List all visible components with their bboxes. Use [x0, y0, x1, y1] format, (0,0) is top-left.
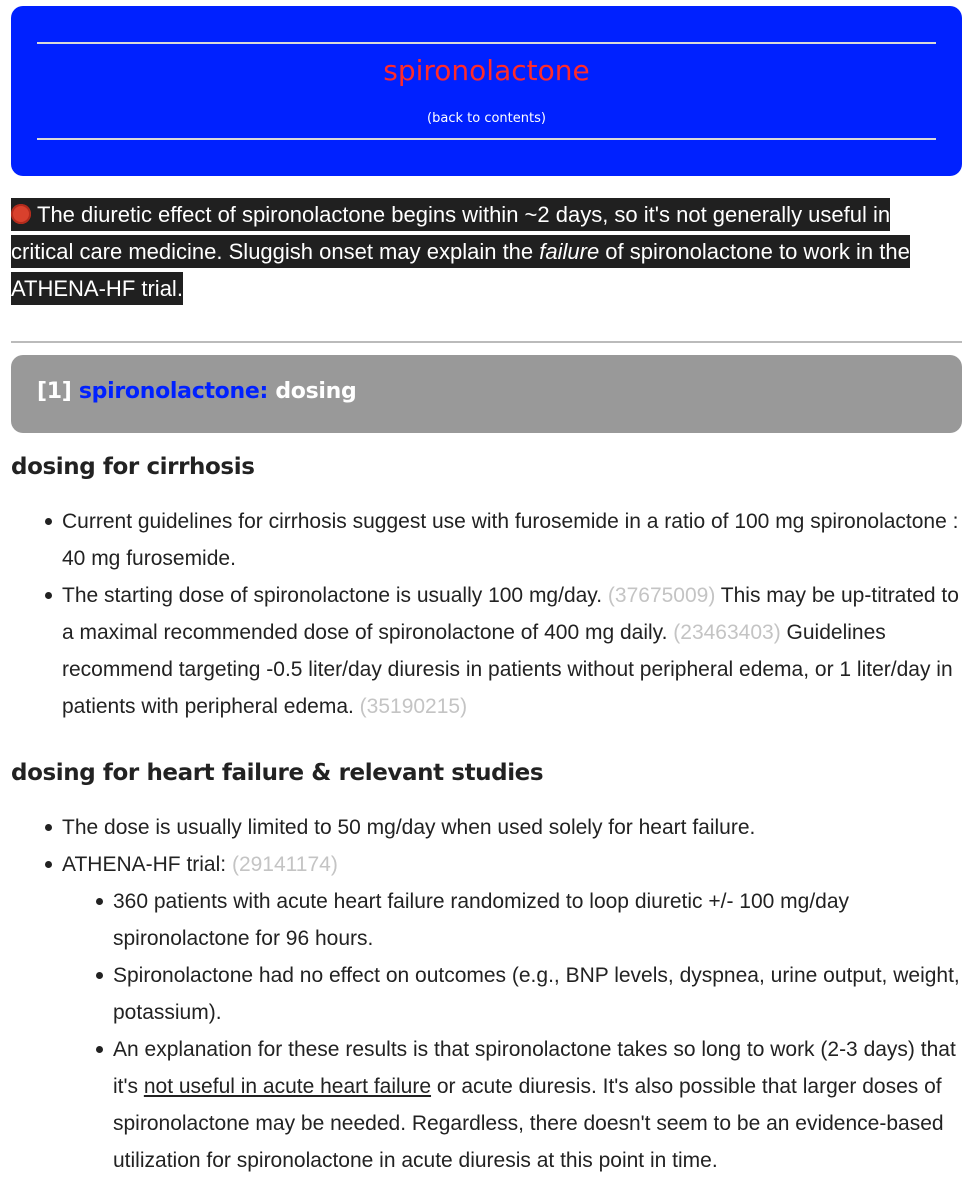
- page-header-banner: [11, 6, 962, 176]
- section-number: [1]: [37, 379, 72, 404]
- pubmed-reference-link[interactable]: (29141174): [231, 853, 338, 876]
- warning-highlight: [11, 198, 910, 305]
- pubmed-reference-link[interactable]: (23463403): [673, 621, 781, 644]
- list-text: or acute diuresis. It's also possible that larger doses of spironolactone may be needed. Regardless, there doesn't seem to be an evidence-based utilization for spironolactone in acute diuresis at this point in time.: [113, 1075, 944, 1172]
- sub-list-item: Spironolactone had no effect on outcomes (e.g., BNP levels, dyspnea, urine output, weight, potassium).: [113, 957, 962, 1031]
- cirrhosis-list: [11, 503, 962, 725]
- athena-hf-sublist: [62, 883, 962, 1179]
- list-text: An explanation for these results is that spironolactone takes so long to work (2-3 days) that it's: [113, 1038, 956, 1098]
- warning-text-2: of spironolactone to work in the ATHENA-HF trial.: [11, 239, 910, 301]
- list-item: The dose is usually limited to 50 mg/day when used solely for heart failure.: [62, 809, 962, 846]
- stop-sign-icon: [11, 204, 31, 224]
- list-text: Guidelines recommend targeting -0.5 liter/day diuresis in patients without peripheral edema, or 1 liter/day in patients with peripheral edema.: [62, 621, 953, 718]
- list-item: Current guidelines for cirrhosis suggest use with furosemide in a ratio of 100 mg spironolactone : 40 mg furosemide.: [62, 503, 962, 577]
- list-item: [62, 846, 962, 1179]
- pubmed-reference-link[interactable]: (35190215): [359, 695, 468, 718]
- underlined-text: not useful in acute heart failure: [143, 1075, 432, 1098]
- warning-emphasis: failure: [539, 239, 600, 264]
- list-text: The starting dose of spironolactone is usually 100 mg/day.: [62, 584, 608, 607]
- section-header-dosing: [11, 355, 962, 433]
- pubmed-reference-link[interactable]: (37675009): [607, 584, 716, 607]
- list-text: This may be up-titrated to a maximal recommended dose of spironolactone of 400 mg daily.: [62, 584, 959, 644]
- section-drug-link[interactable]: spironolactone:: [78, 379, 268, 404]
- heart-failure-heading: dosing for heart failure & relevant studies: [11, 760, 544, 786]
- heart-failure-list: [11, 809, 962, 1179]
- sub-list-item: 360 patients with acute heart failure randomized to loop diuretic +/- 100 mg/day spironolactone for 96 hours.: [113, 883, 962, 957]
- back-to-contents-link[interactable]: (back to contents): [427, 111, 546, 126]
- section-divider: [11, 341, 962, 343]
- page-title: spironolactone: [383, 54, 590, 87]
- list-text: ATHENA-HF trial:: [62, 853, 232, 876]
- warning-text-1: The diuretic effect of spironolactone begins within ~2 days, so it's not generally useful in critical care medicine. Sluggish onset may explain the: [11, 202, 891, 264]
- cirrhosis-heading: dosing for cirrhosis: [11, 454, 255, 480]
- header-top-rule: [37, 42, 936, 44]
- warning-callout: [11, 196, 946, 307]
- sub-list-item: [113, 1031, 962, 1179]
- header-bottom-rule: [37, 138, 936, 140]
- section-title: dosing: [275, 379, 357, 404]
- list-item: [62, 577, 962, 725]
- section-label: [37, 379, 356, 404]
